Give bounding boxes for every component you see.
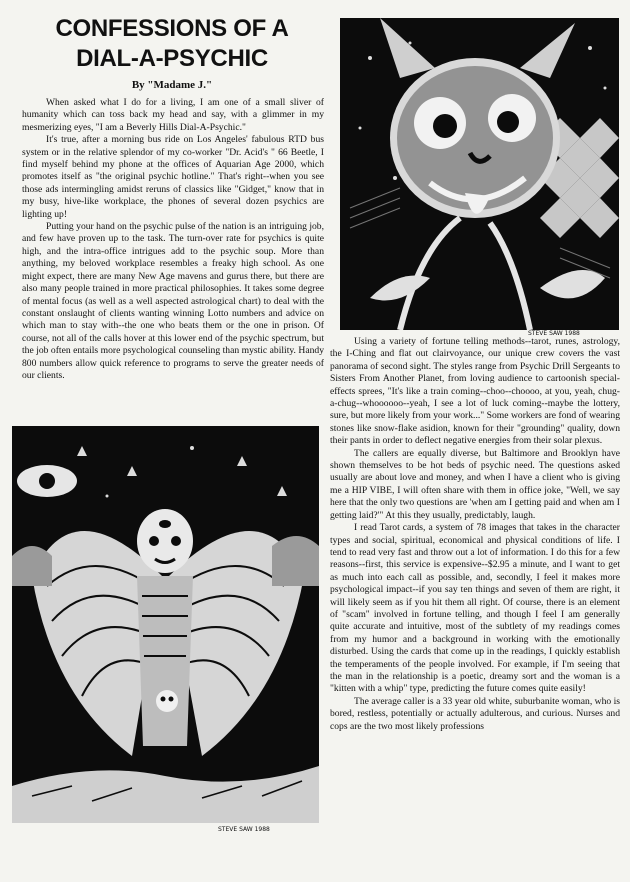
paragraph: It's true, after a morning bus ride on Los Angeles' fabulous RTD bus system or in the relative splendor of my co-worker "Dr. Acid's " 66 Beetle, I find myself behind my phone at the offices of Aquarian Age 2000, which promotes itself as "the original psychic hotline." That's right--when you see those ads intermingling amidst reruns of classics like "Gidget," know that in my busy, hive-like workplace, the phones of several dozen psychics are lighting up! [22, 134, 324, 220]
illustration-signature: STEVE SAW 1988 [528, 330, 580, 337]
right-column [330, 336, 620, 733]
paragraph: When asked what I do for a living, I am one of a small sliver of humanity which can toss back my head and say, with a glimmer in my mesmerizing eyes, "I am a Beverly Hills Dial-A-Psychic." [22, 97, 324, 133]
paragraph: I read Tarot cards, a system of 78 images that takes in the character types and social, spiritual, economical and physical conditions of life. I tend to read very fast and throw out a lot of information. I do this for a few reasons--first, this service is expensive--$2.95 a minute, and I want to get as much into each call as possible, and, secondly, I feel it makes more psychological impact--if you say ten things and seven of them are right, it will likely seem as if you hit them all right. Of course, there is an element of "scam" involved in fortune telling, and though I feel I am generally quite accurate and intuitive, most of the subtlety of my readings comes from my humor and a background in working with the emotionally disturbed. Using the cards that come up in the readings, I quickly establish the temperaments of the people involved. For example, if I'm seeing that the man in the relationship is a poetic, dreamy sort and the woman is a "kitten with a whip" type, predicting the future comes quite easily! [330, 522, 620, 695]
illustration-winged-figure [12, 426, 319, 823]
winged-figure-drawing [12, 426, 319, 823]
title-line-1: CONFESSIONS OF A [55, 15, 289, 42]
paragraph: Putting your hand on the psychic pulse of the nation is an intriguing job, and few have proven up to the task. The turn-over rate for psychics is quite high, and the intra-office intrigues add to the psychic soup. More than anything, my beloved workplace resembles a freaky high school. As one might expect, there are many New Age mavens and gurus there, but there are also many people trained in more practical philosophies. It takes some degree of mental focus (as well as a well aspected astrological chart) to deal with the constant onslaught of clients wanting winning Lotto numbers and advice on which man to stay with--the one who beats them or the one in prison. Of course, not all of the calls hover at this lower end of the psychic spectrum, but the job often entails more psychological counseling than mystic ability. Handy 800 numbers allow quick reference to programs to serve the greater needs of our clients. [22, 221, 324, 381]
paragraph: The callers are equally diverse, but Baltimore and Brooklyn have shown themselves to be hot beds of psychic need. The questions asked usually are about love and money, and when I have a client who is giving me a HIP VIBE, I will often share with them in office joke, "Well, we say here that the only two questions are 'when am I getting paid and when am I getting laid?'" At this they usually, predictably, laugh. [330, 447, 620, 521]
paragraph: Using a variety of fortune telling methods--tarot, runes, astrology, the I-Ching and flat out clairvoyance, our unique crew covers the vast panorama of second sight. The styles range from Psychic Drill Sergeants to Sisters From Another Planet, from loving audience to cartoonish special-effects sprees, "It's like a train coming--choo--choooo, at you, yeah, chug-a-chug--whoooooo--yeah, I see a lot of luck coming--maybe the lottery, sure, but more likely from your work..." Some workers are fond of wearing stones like snow-flake asidion, known for their "grounding" quality, down their pants in order to deflect negative energies from their solar plexus. [330, 336, 620, 447]
title-line-2: DIAL-A-PSYCHIC [76, 45, 268, 72]
left-column [22, 97, 324, 382]
creature-drawing [340, 18, 619, 330]
illustration-signature: STEVE SAW 1988 [218, 826, 270, 833]
article-title [22, 14, 322, 74]
paragraph: The average caller is a 33 year old white, suburbanite woman, who is bored, restless, potentially or actually adulterous, and curious. Nurses and cops are the two most likely professions [330, 695, 620, 732]
byline: By "Madame J." [131, 79, 213, 91]
illustration-creature [340, 18, 619, 330]
